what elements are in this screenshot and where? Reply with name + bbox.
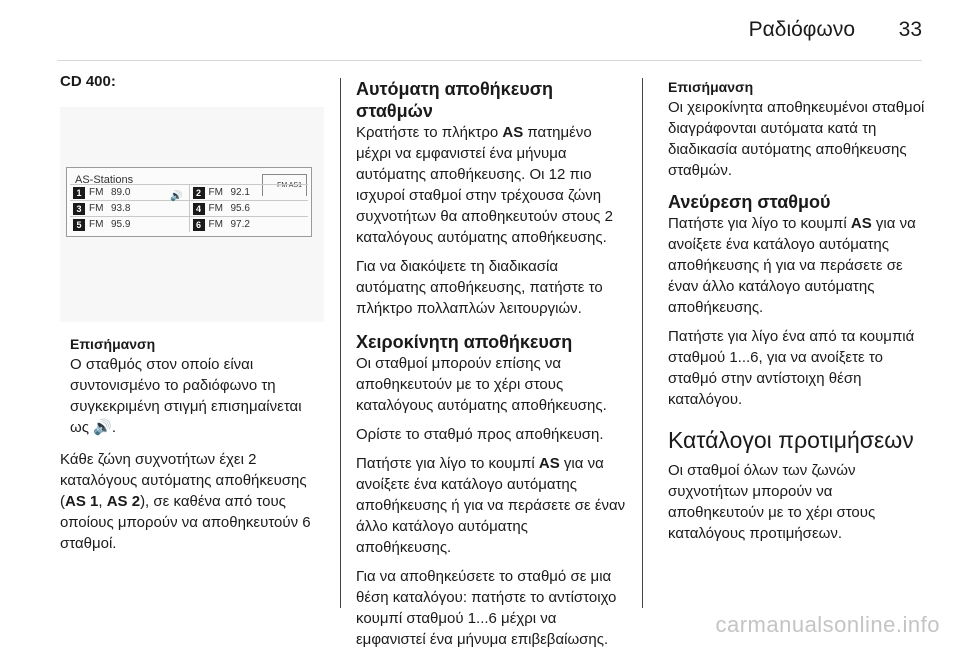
station-band: FM (89, 187, 104, 198)
paragraph-text: ), σε καθένα από τους οποίους μπορούν να αποθηκευτούν 6 σταθμοί. (60, 493, 311, 552)
header-title: Ραδιόφωνο (748, 18, 855, 41)
station-frequency: 89.0 (111, 187, 131, 198)
station-frequency: 95.6 (230, 203, 250, 214)
column-2 (356, 72, 627, 650)
paragraph-text: Πατήστε για λίγο το κουμπί (356, 455, 539, 472)
paragraph: Για να αποθηκεύσετε το σταθμό σε μια θέση καταλόγου: πατήστε το αντίστοιχο κουμπί σταθμού 1...6 μέχρι να εμφανιστεί ένα μήνυμα επιβεβαίωσης. (356, 568, 617, 648)
column-3 (668, 72, 928, 544)
paragraph (356, 122, 627, 248)
watermark: carmanualsonline.info (715, 612, 940, 637)
key-label: AS 2 (106, 493, 141, 510)
screen-title: AS-Stations (75, 174, 134, 186)
screen-mode: FM AS1 (262, 174, 307, 196)
note-text-end: . (111, 419, 116, 436)
note-title: Επισήμανση (70, 336, 156, 352)
note-text-body: Ο σταθμός στον οποίο είναι συντονισμένο το ραδιόφωνο τη συγκεκριμένη στιγμή επισημαίνεται ως (70, 356, 302, 436)
station-frequency: 93.8 (111, 203, 131, 214)
page-number: 33 (898, 18, 922, 41)
speaker-icon: 🔊 (170, 191, 183, 202)
key-label: AS 1 (65, 493, 99, 510)
station-cell (189, 217, 309, 232)
note-text: Οι χειροκίνητα αποθηκευμένοι σταθμοί διαγράφονται αυτόματα κατά τη διαδικασία αυτόματης αποθήκευσης σταθμών. (668, 99, 925, 179)
key-label: AS (850, 215, 872, 232)
paragraph-text: για να ανοίξετε ένα κατάλογο αυτόματης αποθήκευσης ή για να περάσετε σε έναν άλλο κατάλογο αυτόματης αποθήκευσης. (668, 215, 916, 316)
column-divider (642, 78, 643, 608)
note-text (70, 354, 324, 438)
paragraph: Οι σταθμοί όλων των ζωνών συχνοτήτων μπορούν να αποθηκευτούν με το χέρι στους καταλόγους προτιμήσεων. (668, 462, 876, 542)
note-title: Επισήμανση (668, 79, 754, 95)
station-cell (70, 217, 189, 232)
station-frequency: 92.1 (230, 187, 250, 198)
header-rule (57, 60, 922, 61)
key-label: AS (502, 124, 524, 141)
radio-screen (66, 167, 312, 237)
station-band: FM (208, 187, 223, 198)
station-number: 4 (193, 203, 205, 215)
paragraph-text: , (98, 493, 107, 510)
paragraph: Οι σταθμοί μπορούν επίσης να αποθηκευτούν με το χέρι στους καταλόγους αυτόματης αποθήκευσης. (356, 355, 607, 414)
section-heading: Ανεύρεση σταθμού (668, 192, 831, 212)
paragraph-text: Πατήστε για λίγο το κουμπί (668, 215, 851, 232)
station-band: FM (208, 219, 223, 230)
paragraph-text: Κρατήστε το πλήκτρο (356, 124, 503, 141)
radio-display-figure (60, 107, 324, 322)
station-frequency: 97.2 (230, 219, 250, 230)
paragraph (356, 453, 627, 558)
note-block (60, 335, 324, 438)
speaker-icon: 🔊 (93, 419, 112, 436)
station-band: FM (89, 219, 104, 230)
paragraph: Ορίστε το σταθμό προς αποθήκευση. (356, 426, 604, 443)
paragraph (668, 213, 928, 318)
key-label: AS (538, 455, 560, 472)
section-heading: Αυτόματη αποθήκευση σταθμών (356, 79, 554, 121)
section-heading: Κατάλογοι προτιμήσεων (668, 427, 914, 453)
station-frequency: 95.9 (111, 219, 131, 230)
section-heading: CD 400: (60, 73, 116, 90)
paragraph: Για να διακόψετε τη διαδικασία αυτόματης αποθήκευσης, πατήστε το πλήκτρο πολλαπλών λειτουργιών. (356, 258, 603, 317)
station-band: FM (89, 203, 104, 214)
paragraph-text: πατημένο μέχρι να εμφανιστεί ένα μήνυμα αυτόματης αποθήκευσης. Οι 12 πιο ισχυροί σταθμοί στην τρέχουσα ζώνη συχνοτήτων θα αποθηκευτούν στους 2 καταλόγους αυτόματης αποθήκευσης. (356, 124, 613, 246)
paragraph-text: Κάθε ζώνη συχνοτήτων έχει 2 καταλόγους αυτόματης αποθήκευσης ( (60, 451, 307, 510)
station-row (70, 216, 308, 232)
page-header (0, 0, 960, 68)
column-divider (340, 78, 341, 608)
station-number: 2 (193, 187, 205, 199)
column-1 (60, 72, 324, 554)
station-number: 3 (73, 203, 85, 215)
station-number: 1 (73, 187, 85, 199)
paragraph-text: για να ανοίξετε ένα κατάλογο αυτόματης αποθήκευσης ή για να περάσετε σε έναν άλλο κατάλογο αυτόματης αποθήκευσης. (356, 455, 626, 556)
station-number: 5 (73, 219, 85, 231)
note-block (668, 78, 928, 181)
paragraph: Πατήστε για λίγο ένα από τα κουμπιά σταθμού 1...6, για να ανοίξετε το σταθμό στην αντίστοιχη θέση καταλόγου. (668, 328, 915, 408)
station-number: 6 (193, 219, 205, 231)
paragraph (60, 449, 324, 554)
station-band: FM (208, 203, 223, 214)
station-grid (70, 184, 308, 232)
section-heading: Χειροκίνητη αποθήκευση (356, 332, 573, 352)
